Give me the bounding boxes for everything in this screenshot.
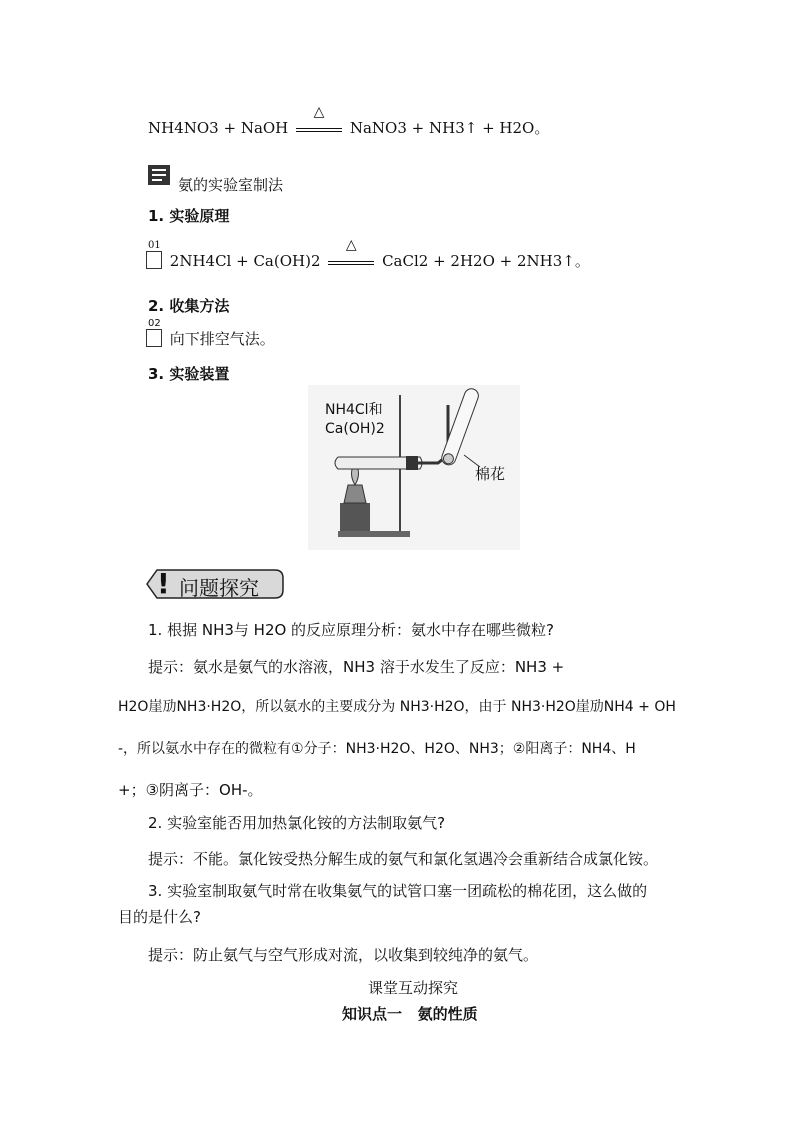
answer-box: 01 <box>146 251 162 269</box>
answer-1-line4: +；③阴离子：OH-。 <box>118 781 263 799</box>
answer-1-line3: -，所以氨水中存在的微粒有①分子：NH3·H2O、H2O、NH3；②阳离子：NH4、H <box>118 741 636 757</box>
answer-box: 02 <box>146 329 162 347</box>
answer-1-line1: 提示：氨水是氨气的水溶液，NH3 溶于水发生了反应：NH3 + <box>148 658 565 676</box>
question-3-line2: 目的是什么? <box>118 908 201 926</box>
question-2: 2. 实验室能否用加热氯化铵的方法制取氨气? <box>148 814 446 832</box>
banner-title: 问题探究 <box>179 576 259 600</box>
eq1-rhs: NaNO3 + NH3↑ + H2O。 <box>349 119 550 137</box>
answer-1-line2: H2O崖劢NH3·H2O，所以氨水的主要成分为 NH3·H2O，由于 NH3·H2O崖劢NH4 + OH <box>118 699 676 715</box>
item-principle: 1. 实验原理 <box>148 207 230 225</box>
label-reagent-line2: Ca(OH)2 <box>325 421 385 437</box>
equation-ammonia-prep <box>146 237 590 271</box>
knowledge-point-title: 知识点一 氨的性质 <box>342 1005 478 1023</box>
apparatus-figure <box>308 385 520 550</box>
question-1: 1. 根据 NH3与 H2O 的反应原理分析：氨水中存在哪些微粒? <box>148 621 555 639</box>
section-heading: 课堂互动探究 <box>368 979 459 997</box>
heat-condition: △ <box>328 253 374 271</box>
label-cotton: 棉花 <box>475 465 506 483</box>
section-title: 氨的实验室制法 <box>178 176 284 194</box>
eq2-rhs: CaCl2 + 2H2O + 2NH3↑。 <box>382 252 590 270</box>
heat-condition: △ <box>296 120 342 138</box>
label-reagent-line1: NH4Cl和 <box>325 402 383 418</box>
section-list-icon <box>148 165 170 185</box>
equation-ammonium-nitrate <box>148 104 550 138</box>
item-apparatus: 3. 实验装置 <box>148 365 230 383</box>
item-collection: 2. 收集方法 <box>148 297 230 315</box>
answer-3: 提示：防止氨气与空气形成对流，以收集到较纯净的氨气。 <box>148 946 539 964</box>
problem-banner <box>145 567 285 601</box>
eq2-lhs: 2NH4Cl + Ca(OH)2 <box>169 252 321 270</box>
exclamation-icon: ! <box>157 567 170 600</box>
collection-method: 02 向下排空气法。 <box>148 318 275 348</box>
answer-2: 提示：不能。氯化铵受热分解生成的氨气和氯化氢遇冷会重新结合成氯化铵。 <box>148 850 659 868</box>
question-3-line1: 3. 实验室制取氨气时常在收集氨气的试管口塞一团疏松的棉花团，这么做的 <box>148 882 648 900</box>
eq1-lhs: NH4NO3 + NaOH <box>148 119 289 137</box>
